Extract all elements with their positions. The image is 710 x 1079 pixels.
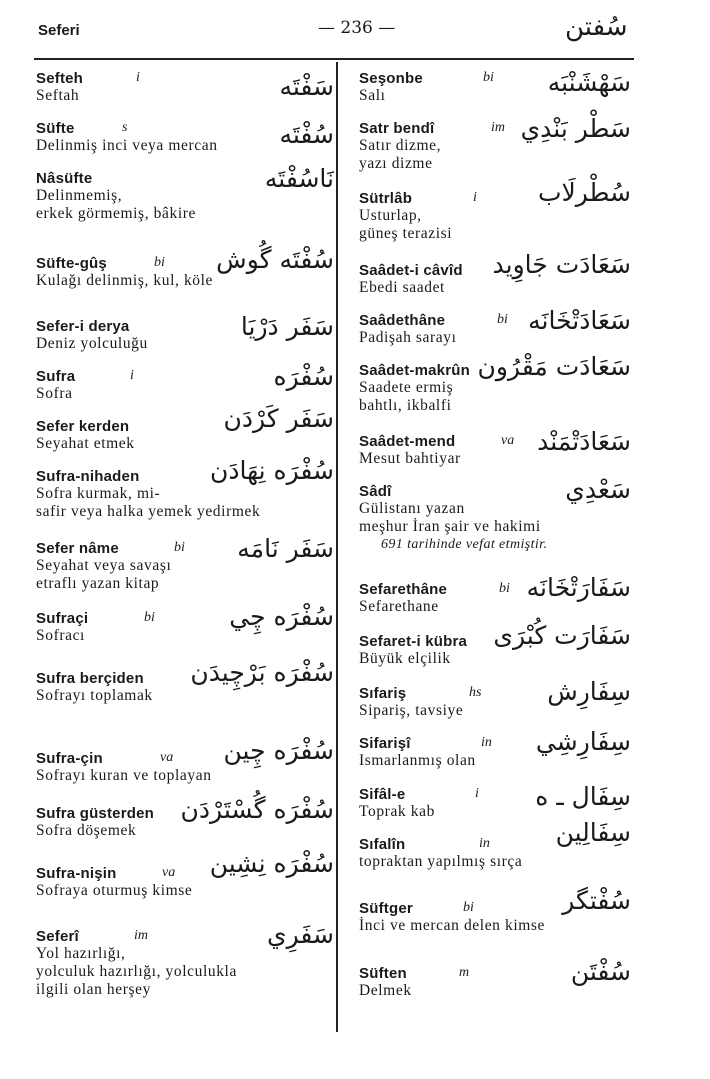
headword: Sufra [36,368,76,385]
definition-line: Ebedi saadet [359,279,445,296]
arabic-script: سُفْرَه بَرْچِيدَن [190,658,334,687]
part-of-speech: i [130,368,134,383]
column-divider [336,62,338,1032]
note-line: 691 tarihinde vefat etmiştir. [381,537,548,552]
headword: Sıfalîn [359,836,406,853]
right-entry [359,818,631,871]
right-entry [359,573,631,616]
arabic-script: سَفْتَه [279,72,334,101]
arabic-script: سَعَادَت جَاوِيد [492,250,631,279]
arabic-script: سُفْرَه نِهَادَن [209,456,334,485]
right-entry [359,475,631,554]
arabic-script: سِفَال ـ ه [535,782,631,811]
part-of-speech: bi [499,581,510,596]
definition-line: ilgili olan herşey [36,981,151,998]
right-entry [359,621,631,668]
right-entry [359,886,631,935]
definition-line: Kulağı delinmiş, kul, köle [36,272,214,289]
definition-line: Satır dizme, [359,137,442,154]
right-entry [359,677,631,720]
arabic-script: سُفْرَه چِي [229,602,334,631]
right-entry [359,114,631,173]
arabic-script: سُفْتَه [279,120,334,149]
definition-line: Yol hazırlığı, [36,945,126,962]
definition-line: Saadete ermiş [359,379,454,396]
right-entry [359,782,631,821]
running-head: Seferi [38,22,80,39]
headword: Süfte [36,120,75,137]
header-rule [34,58,634,60]
headword: Sefer-i derya [36,318,130,335]
arabic-script: سُفْرَه چِين [223,736,334,765]
left-entry [36,602,334,645]
definition-line: yolculuk hazırlığı, yolculukla [36,963,237,980]
headword: Sufra-nişin [36,865,117,882]
left-entry [36,120,334,155]
left-entry [36,245,334,290]
definition-line: safir veya halka yemek yedirmek [36,503,261,520]
arabic-script: سَعَادَتْخَانَه [528,306,631,335]
arabic-script: سَفَارَت كُبْرَى [493,621,631,650]
left-entry [36,736,334,785]
left-entry [36,312,334,353]
left-entry [36,795,334,840]
definition-line: Sofracı [36,627,85,644]
left-entry [36,534,334,593]
headword: Sefer nâme [36,540,119,557]
arabic-script: سِفَارِش [547,677,631,706]
left-entry [36,920,334,999]
headword: Sefer kerden [36,418,130,435]
part-of-speech: s [122,120,128,135]
right-entry [359,306,631,347]
headword: Sufra berçiden [36,670,144,687]
left-entry [36,70,334,105]
headword: Satr bendî [359,120,435,137]
part-of-speech: i [473,190,477,205]
definition-line: Mesut bahtiyar [359,450,461,467]
definition-line: Delinmiş inci veya mercan [36,137,218,154]
headword: Sufraçi [36,610,89,627]
headword: Süfte-gûş [36,255,107,272]
headword: Süften [359,965,407,982]
arabic-script: سَعَادَت مَقْرُون [477,352,631,381]
definition-line: Gülistanı yazan [359,500,465,517]
arabic-script: نَاسُفْتَه [264,164,334,193]
definition-line: Sipariş, tavsiye [359,702,464,719]
definition-line: erkek görmemiş, bâkire [36,205,196,222]
headword: Sufra-nihaden [36,468,140,485]
definition-line: etraflı yazan kitap [36,575,160,592]
definition-line: Seyahat etmek [36,435,135,452]
part-of-speech: va [501,433,515,448]
right-entry [359,957,631,1000]
part-of-speech: i [475,786,479,801]
right-entry [359,727,631,770]
part-of-speech: in [479,836,490,851]
arabic-script: سَعَادَتْمَنْد [537,427,631,456]
right-entry [359,178,631,243]
right-entry [359,427,631,468]
left-entry [36,404,334,453]
headword: Seşonbe [359,70,423,87]
part-of-speech: i [136,70,140,85]
definition-line: güneş terazisi [359,225,453,242]
definition-line: Delmek [359,982,412,999]
part-of-speech: m [459,965,470,980]
arabic-script: سَعْدِي [565,475,631,504]
part-of-speech: im [491,120,505,135]
part-of-speech: bi [463,900,474,915]
arabic-script: سُفْتَه گُوش [216,245,334,274]
arabic-script: سَفَر نَامَه [237,534,334,563]
definition-line: Seftah [36,87,80,104]
headword: Sufra-çin [36,750,103,767]
definition-line: Sofrayı kuran ve toplayan [36,767,212,784]
left-entry [36,849,334,900]
arabic-script: سُطْرلَاب [537,178,631,207]
running-head-arabic: سُفتن [565,12,628,42]
headword: Saâdet-i câvîd [359,262,463,279]
headword: Nâsüfte [36,170,93,187]
headword: Sefarethâne [359,581,448,598]
definition-line: Sofra döşemek [36,822,137,839]
definition-line: Seyahat veya savaşı [36,557,172,574]
arabic-script: سَطْر بَنْدِي [520,114,631,143]
definition-line: yazı dizme [359,155,433,172]
definition-line: Usturlap, [359,207,422,224]
headword: Sefaret-i kübra [359,633,468,650]
part-of-speech: im [134,928,148,943]
arabic-script: سَفَارَتْخَانَه [526,573,631,602]
left-entry [36,362,334,403]
arabic-script: سُفْرَه نِشِين [209,849,334,878]
headword: Saâdet-mend [359,433,456,450]
definition-line: Sefarethane [359,598,439,615]
headword: Saâdet-makrûn [359,362,470,379]
definition-line: meşhur İran şair ve hakimi [359,518,541,535]
definition-line: Delinmemiş, [36,187,123,204]
arabic-script: سَهْشَنْبَه [547,68,631,97]
part-of-speech: bi [497,312,508,327]
headword: Seferî [36,928,79,945]
page-number: — 236 — [318,18,396,38]
definition-line: Salı [359,87,386,104]
headword: Sıfariş [359,685,407,702]
part-of-speech: hs [469,685,482,700]
definition-line: Ismarlanmış olan [359,752,476,769]
headword: Süftger [359,900,413,917]
headword: Sâdî [359,483,392,500]
definition-line: İnci ve mercan delen kimse [359,917,546,934]
arabic-script: سُفْتگر [562,886,631,915]
definition-line: Toprak kab [359,803,435,820]
arabic-script: سَفَر دَرْيَا [240,312,334,341]
headword: Sifâl-e [359,786,406,803]
left-entry [36,164,334,223]
definition-line: Padişah sarayı [359,329,457,346]
definition-line: Sofra [36,385,73,402]
left-entry [36,456,334,521]
right-entry [359,352,631,415]
definition-line: topraktan yapılmış sırça [359,853,523,870]
part-of-speech: in [481,735,492,750]
headword: Sufra güsterden [36,805,155,822]
definition-line: Deniz yolculuğu [36,335,148,352]
arabic-script: سُفْتَن [570,957,631,986]
definition-line: Sofra kurmak, mi- [36,485,161,502]
headword: Sütrlâb [359,190,413,207]
arabic-script: سِفَالِين [555,818,631,847]
arabic-script: سَفَر كَرْدَن [223,404,334,433]
headword: Sefteh [36,70,84,87]
definition-line: Sofrayı toplamak [36,687,153,704]
definition-line: Sofraya oturmuş kimse [36,882,193,899]
arabic-script: سُفْرَه گُسْتَرْدَن [180,795,334,824]
part-of-speech: bi [154,255,165,270]
arabic-script: سِفَارِشِي [535,727,631,756]
definition-line: bahtlı, ikbalfi [359,397,452,414]
arabic-script: سُفْرَه [273,362,334,391]
right-entry [359,70,631,105]
part-of-speech: bi [174,540,185,555]
part-of-speech: va [160,750,174,765]
right-entry [359,250,631,297]
headword: Sifarişî [359,735,411,752]
part-of-speech: bi [483,70,494,85]
definition-line: Büyük elçilik [359,650,451,667]
arabic-script: سَفَرِي [267,920,334,949]
headword: Saâdethâne [359,312,446,329]
left-entry [36,658,334,705]
part-of-speech: bi [144,610,155,625]
part-of-speech: va [162,865,176,880]
